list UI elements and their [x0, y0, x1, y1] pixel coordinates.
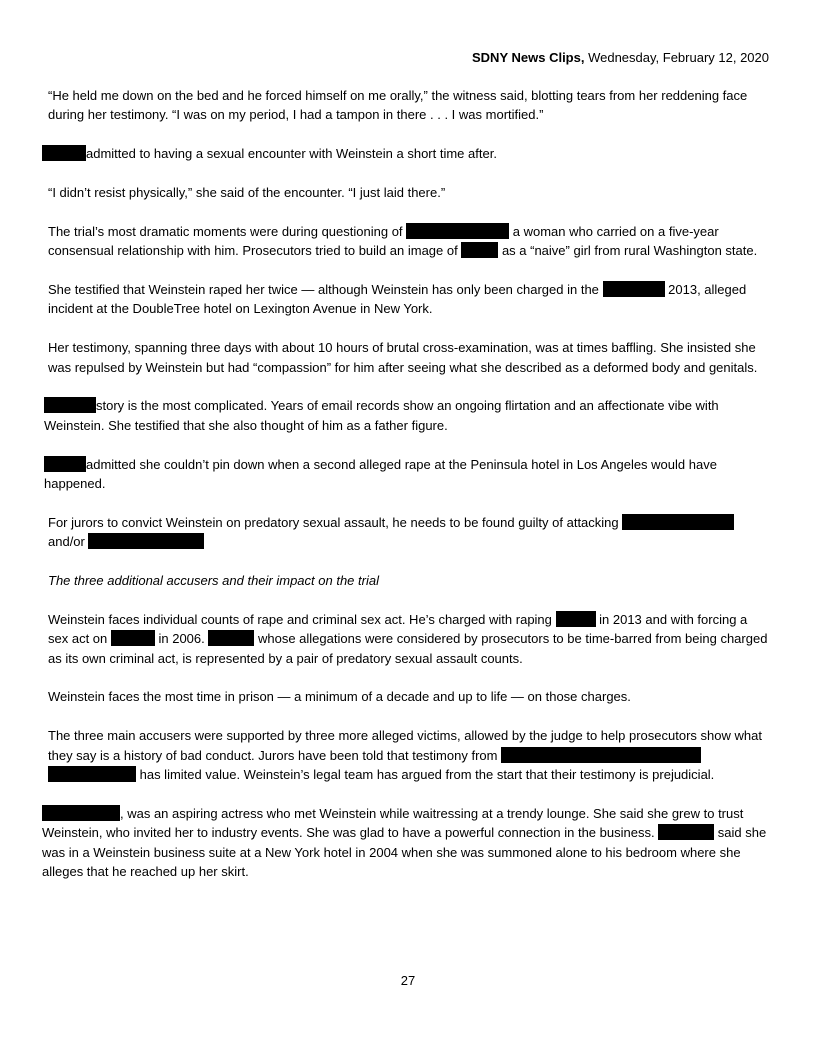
paragraph	[48, 338, 770, 377]
text-segment: “I didn’t resist physically,” she said of the encounter. “I just laid there.”	[48, 185, 446, 200]
text-segment: said she was in a Weinstein business suite at a New York hotel in 2004 when she was summoned alone to his bedroom where she alleges that he reached up her skirt.	[42, 825, 767, 880]
paragraph	[48, 280, 770, 319]
redaction-box	[88, 533, 204, 549]
text-segment: , was an aspiring actress who met Weinstein while waitressing at a trendy lounge. She said she grew to trust Weinstein, who invited her to industry events. She was glad to have a powerful connection in the business.	[42, 805, 744, 841]
redaction-box	[44, 456, 86, 472]
publication-name: SDNY News Clips,	[472, 50, 585, 65]
page-header	[472, 50, 769, 65]
text-segment: “He held me down on the bed and he forced himself on me orally,” the witness said, blotting tears from her reddening face during her testimony. “I was on my period, I had a tampon in there . . . I was mortified.”	[48, 88, 748, 123]
text-segment: Weinstein faces individual counts of rape and criminal sex act. He’s charged with raping	[48, 611, 556, 627]
redaction-box	[556, 611, 596, 627]
paragraph	[44, 455, 770, 494]
redaction-box	[461, 242, 498, 258]
text-segment: Weinstein faces the most time in prison — a minimum of a decade and up to life — on those charges.	[48, 689, 631, 705]
text-segment: Her testimony, spanning three days with about 10 hours of brutal cross-examination, was at times baffling. She insisted she was repulsed by Weinstein but had “compassion” for him after seeing what she described as a deformed body and genitals.	[48, 340, 758, 375]
redaction-box	[111, 630, 155, 646]
text-segment: 2013, alleged incident at the DoubleTree hotel on Lexington Avenue in New York.	[48, 282, 747, 317]
paragraph	[44, 396, 770, 435]
header-date: Wednesday, February 12, 2020	[584, 50, 769, 65]
text-segment: a woman who carried on a five-year consensual relationship with him. Prosecutors tried to build an image of	[48, 223, 719, 259]
text-segment: The three main accusers were supported by three more alleged victims, allowed by the judge to help prosecutors show what they say is a history of bad conduct. Jurors have been told that testimony from	[48, 728, 762, 763]
paragraph	[42, 804, 770, 882]
redaction-box	[48, 766, 136, 782]
text-segment: in 2006.	[154, 631, 209, 647]
paragraph	[48, 222, 770, 261]
redaction-box	[42, 145, 86, 161]
paragraph	[48, 86, 770, 125]
text-segment: admitted she couldn’t pin down when a second alleged rape at the Peninsula hotel in Los Angeles would have happened.	[44, 456, 717, 492]
text-segment: whose allegations were considered by prosecutors to be time-barred from being charged as its own criminal act, is represented by a pair of predatory sexual assault counts.	[48, 631, 768, 666]
paragraph	[42, 144, 770, 163]
text-segment: She testified that Weinstein raped her twice — although Weinstein has only been charged in the	[48, 282, 603, 297]
article-body	[42, 86, 770, 901]
page-number: 27	[400, 973, 416, 988]
paragraph	[48, 513, 770, 552]
redaction-box	[44, 397, 96, 413]
redaction-box	[501, 747, 701, 763]
paragraph	[48, 687, 770, 706]
text-segment: in 2013 and with forcing a sex act on	[48, 611, 748, 647]
redaction-box	[42, 805, 120, 821]
text-segment: has limited value. Weinstein’s legal team has argued from the start that their testimony is prejudicial.	[136, 767, 715, 783]
redaction-box	[622, 514, 734, 530]
text-segment: The three additional accusers and their impact on the trial	[48, 573, 379, 589]
text-segment: admitted to having a sexual encounter with Weinstein a short time after.	[86, 146, 497, 162]
text-segment: story is the most complicated. Years of email records show an ongoing flirtation and an affectionate vibe with Weinstein. She testified that she also thought of him as a father figure.	[44, 398, 719, 433]
redaction-box	[603, 281, 665, 297]
redaction-box	[658, 824, 714, 840]
text-segment: as a “naive” girl from rural Washington state.	[498, 243, 758, 259]
section-subheading	[48, 571, 770, 590]
redaction-box	[208, 630, 254, 646]
text-segment: For jurors to convict Weinstein on predatory sexual assault, he needs to be found guilty of attacking	[48, 514, 623, 530]
paragraph	[48, 610, 770, 668]
text-segment: The trial’s most dramatic moments were during questioning of	[48, 223, 407, 239]
paragraph	[48, 183, 770, 202]
paragraph	[48, 726, 770, 784]
redaction-box	[406, 223, 509, 239]
text-segment: and/or	[48, 534, 89, 550]
